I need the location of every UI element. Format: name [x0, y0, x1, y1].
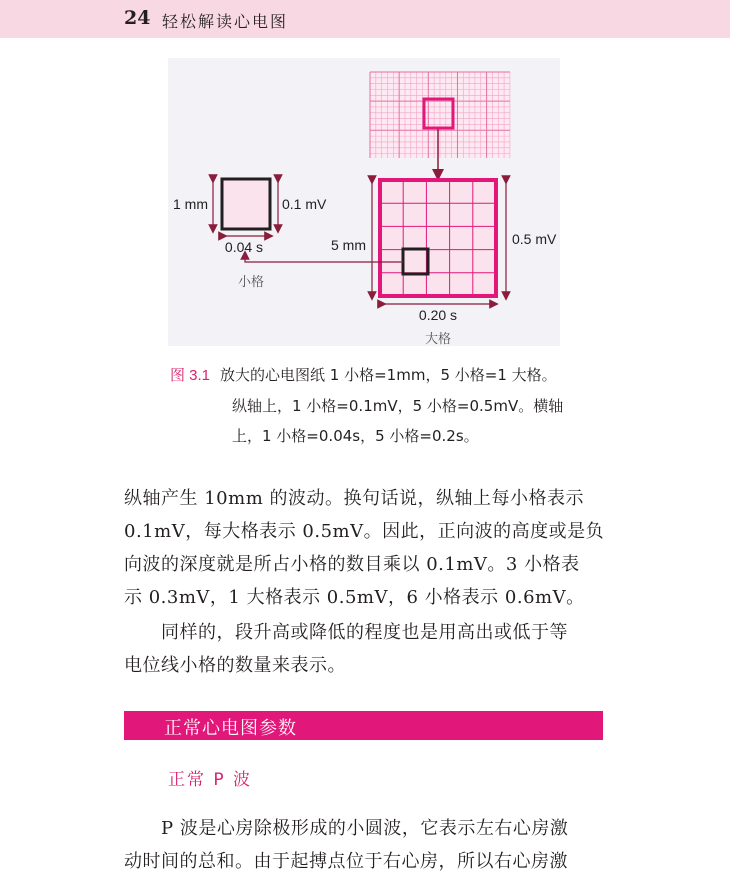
body-line: 电位线小格的数量来表示。 [124, 655, 346, 676]
large-square-time-label: 0.20 s [418, 307, 458, 323]
caption-line: 上，1 小格=0.04s，5 小格=0.2s。 [232, 427, 479, 445]
paragraph-2 [124, 616, 606, 682]
small-square-height-label: 1 mm [173, 196, 208, 212]
large-square-name: 大格 [424, 332, 452, 347]
body-line: 0.1mV，每大格表示 0.5mV。因此，正向波的高度或是负 [124, 521, 605, 542]
page-number: 24 [124, 7, 151, 29]
small-square-name: 小格 [237, 275, 265, 290]
small-square-time-label: 0.04 s [224, 239, 264, 255]
body-line: 动时间的总和。由于起搏点位于右心房，所以右心房激 [124, 851, 568, 872]
large-square-voltage-label: 0.5 mV [512, 231, 557, 247]
large-square-height-label: 5 mm [331, 237, 366, 253]
body-line: 纵轴产生 10mm 的波动。换句话说，纵轴上每小格表示 [124, 488, 584, 509]
body-line: 向波的深度就是所占小格的数目乘以 0.1mV。3 小格表 [124, 554, 580, 575]
figure-caption [170, 360, 600, 451]
body-line: 示 0.3mV，1 大格表示 0.5mV，6 小格表示 0.6mV。 [124, 587, 585, 608]
book-title: 轻松解读心电图 [162, 12, 289, 31]
caption-label: 图 3.1 [170, 367, 211, 384]
body-line: P 波是心房除极形成的小圆波，它表示左右心房激 [124, 818, 569, 839]
ecg-grid-sample [370, 72, 510, 158]
small-square [222, 179, 270, 229]
body-line: 同样的，段升高或降低的程度也是用高出或低于等 [124, 622, 568, 643]
paragraph-1 [124, 482, 606, 614]
section-header-bar [124, 711, 603, 740]
subsection-title: 正常 P 波 [168, 770, 253, 790]
small-square-voltage-label: 0.1 mV [282, 196, 327, 212]
ecg-paper-figure [0, 0, 730, 360]
caption-line: 放大的心电图纸 1 小格=1mm，5 小格=1 大格。 [220, 366, 557, 384]
large-square [380, 180, 496, 296]
paragraph-3 [124, 812, 606, 878]
section-title: 正常心电图参数 [164, 718, 297, 739]
caption-line: 纵轴上，1 小格=0.1mV，5 小格=0.5mV。横轴 [232, 397, 564, 415]
